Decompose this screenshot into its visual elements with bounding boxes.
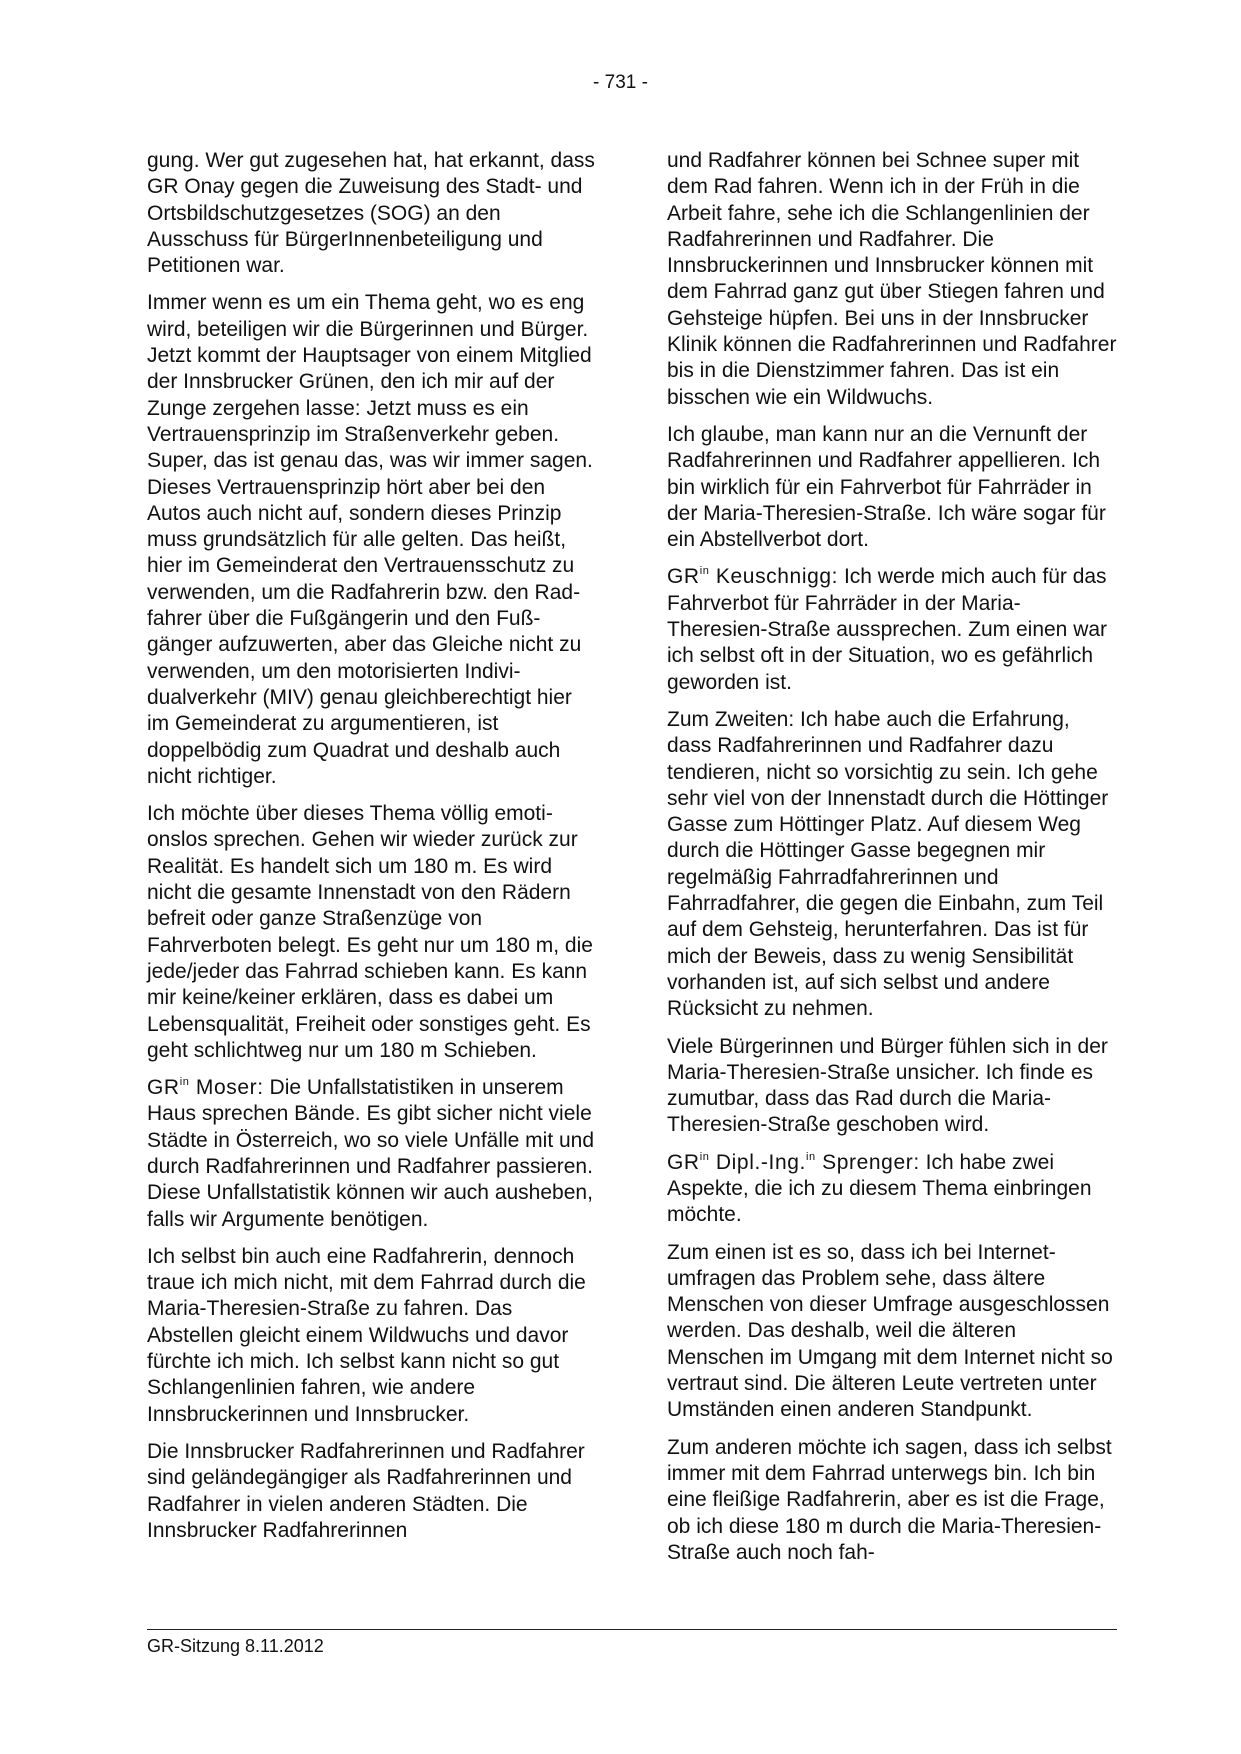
paragraph: Zum einen ist es so, dass ich bei Internetumfragen das Problem sehe, dass ältere Menschen von dieser Umfrage ausgeschlossen werden. Das deshalb, weil die älteren Menschen im Umgang mit dem Internet nicht so vertraut sind. Die älteren Leute vertreten unter Umständen einen anderen Standpunkt.	[667, 1240, 1113, 1422]
page-number: - 731 -	[593, 72, 648, 93]
speaker-prefix: GR	[667, 565, 700, 589]
paragraph: Zum anderen möchte ich sagen, dass ich selbst immer mit dem Fahrrad unterwegs bin. Ich bin eine fleißige Radfahrerin, aber es ist die Frage, ob ich diese 180 m durch die Maria-Theresien-Straße auch noch fah-	[667, 1435, 1112, 1564]
paragraph: Immer wenn es um ein Thema geht, wo es eng wird, beteiligen wir die Bürgerinnen und Bürger. Jetzt kommt der Hauptsager von einem Mitglied der Innsbrucker Grünen, den ich mir auf der Zunge zergehen lasse: Jetzt muss es ein Vertrauensprinzip im Straßenverkehr geben. Super, das ist genau das, was wir immer sagen. Dieses Vertrauensprinzip hört aber bei den Autos auch nicht auf, sondern dieses Prinzip muss grundsätzlich für alle gelten. Das heißt, hier im Gemeinderat den Vertrauensschutz zu verwenden, um die Radfahrerin bzw. den Radfahrer über die Fußgängerin und den Fußgänger aufzuwerten, aber das Gleiche nicht zu verwenden, um den motorisierten Individualverkehr (MIV) genau gleichberechtigt hier im Gemeinderat zu argumentieren, ist doppelbödig zum Quadrat und deshalb auch nicht richtiger.	[147, 291, 593, 788]
footer-text: GR-Sitzung 8.11.2012	[147, 1636, 324, 1656]
speech-text: Die Unfallstatistiken in unserem Haus sprechen Bände. Es gibt sicher nicht viele Städte in Österreich, wo so viele Unfälle mit und durch Radfahrerinnen und Radfahrer passieren. Diese Unfallstatistik können wir auch ausheben, falls wir Argumente benötigen.	[147, 1076, 595, 1231]
footer-divider	[147, 1629, 1117, 1630]
paragraph: und Radfahrer können bei Schnee super mit dem Rad fahren. Wenn ich in der Früh in die Arbeit fahre, sehe ich die Schlangenlinien der Radfahrerinnen und Radfahrer. Die Innsbruckerinnen und Innsbrucker können mit dem Fahrrad ganz gut über Stiegen fahren und Gehsteige hüpfen. Bei uns in der Innsbrucker Klinik können die Radfahrerinnen und Radfahrer bis in die Dienstzimmer fahren. Das ist ein bisschen wie ein Wildwuchs.	[667, 149, 1117, 409]
paragraph: gung. Wer gut zugesehen hat, hat erkannt, dass GR Onay gegen die Zuweisung des Stadt- und Ortsbildschutzgesetzes (SOG) an den Ausschuss für BürgerInnenbeteiligung und Petitionen war.	[147, 149, 595, 278]
paragraph: Ich glaube, man kann nur an die Vernunft der Radfahrerinnen und Radfahrer appellieren. Ich bin wirklich für ein Fahrverbot für Fahrräder in der Maria-Theresien-Straße. Ich wäre sogar für ein Abstellverbot dort.	[667, 422, 1106, 552]
speaker-title: Dipl.-Ing.	[715, 1150, 806, 1174]
speaker-prefix: GR	[667, 1150, 700, 1174]
speaker-label	[667, 1151, 920, 1174]
speaker-name: Sprenger:	[822, 1150, 920, 1174]
speaker-name: Keuschnigg:	[715, 565, 839, 589]
speaker-title-sup: in	[805, 1150, 816, 1163]
left-column	[147, 148, 597, 1555]
paragraph: Ich möchte über dieses Thema völlig emotionslos sprechen. Gehen wir wieder zurück zur Realität. Es handelt sich um 180 m. Es wird nicht die gesamte Innenstadt von den Rädern befreit oder ganze Straßenzüge von Fahrverboten belegt. Es geht nur um 180 m, die jede/jeder das Fahrrad schieben kann. Es kann mir keine/keiner erklären, dass es dabei um Lebensqualität, Freiheit oder sonstiges geht. Es geht schlichtweg nur um 180 m Schieben.	[147, 802, 593, 1062]
speaker-prefix: GR	[147, 1076, 180, 1100]
paragraph: Die Innsbrucker Radfahrerinnen und Radfahrer sind geländegängiger als Radfahrerinnen und Radfahrer in vielen anderen Städten. Die Innsbrucker Radfahrerinnen	[147, 1439, 585, 1542]
speaker-sup: in	[699, 1150, 710, 1163]
paragraph: Zum Zweiten: Ich habe auch die Erfahrung, dass Radfahrerinnen und Radfahrer dazu tendieren, nicht so vorsichtig zu sein. Ich gehe sehr viel von der Innenstadt durch die Höttinger Gasse zum Höttinger Platz. Auf diesem Weg durch die Höttinger Gasse begegnen mir regelmäßig Fahrradfahrerinnen und Fahrradfahrer, die gegen die Einbahn, zum Teil auf dem Gehsteig, herunterfahren. Das ist für mich der Beweis, dass zu wenig Sensibilität vorhanden ist, auf sich selbst und andere Rücksicht zu nehmen.	[667, 707, 1109, 1021]
paragraph: Ich selbst bin auch eine Radfahrerin, dennoch traue ich mich nicht, mit dem Fahrrad durch die Maria-Theresien-Straße zu fahren. Das Abstellen gleicht einem Wildwuchs und davor fürchte ich mich. Ich selbst kann nicht so gut Schlangenlinien fahren, wie andere Innsbruckerinnen und Innsbrucker.	[147, 1244, 586, 1426]
speaker-sup: in	[699, 565, 710, 578]
speaker-name: Moser:	[195, 1076, 264, 1100]
speaker-paragraph-moser	[147, 1075, 597, 1233]
right-column	[667, 148, 1117, 1577]
speaker-label	[147, 1076, 264, 1099]
speaker-sup: in	[179, 1076, 190, 1089]
speaker-paragraph-sprenger	[667, 1150, 1117, 1229]
paragraph: Viele Bürgerinnen und Bürger fühlen sich in der Maria-Theresien-Straße unsicher. Ich finde es zumutbar, dass das Rad durch die Maria-Theresien-Straße geschoben wird.	[667, 1034, 1108, 1137]
speech-text: Ich werde mich auch für das Fahrverbot für Fahrräder in der Maria-Theresien-Straße aussprechen. Zum einen war ich selbst oft in der Situation, wo es gefährlich geworden ist.	[667, 565, 1108, 694]
speaker-label	[667, 565, 838, 588]
speech-text: Ich habe zwei Aspekte, die ich zu diesem Thema einbringen möchte.	[667, 1150, 1092, 1227]
speaker-paragraph-keuschnigg	[667, 564, 1117, 695]
